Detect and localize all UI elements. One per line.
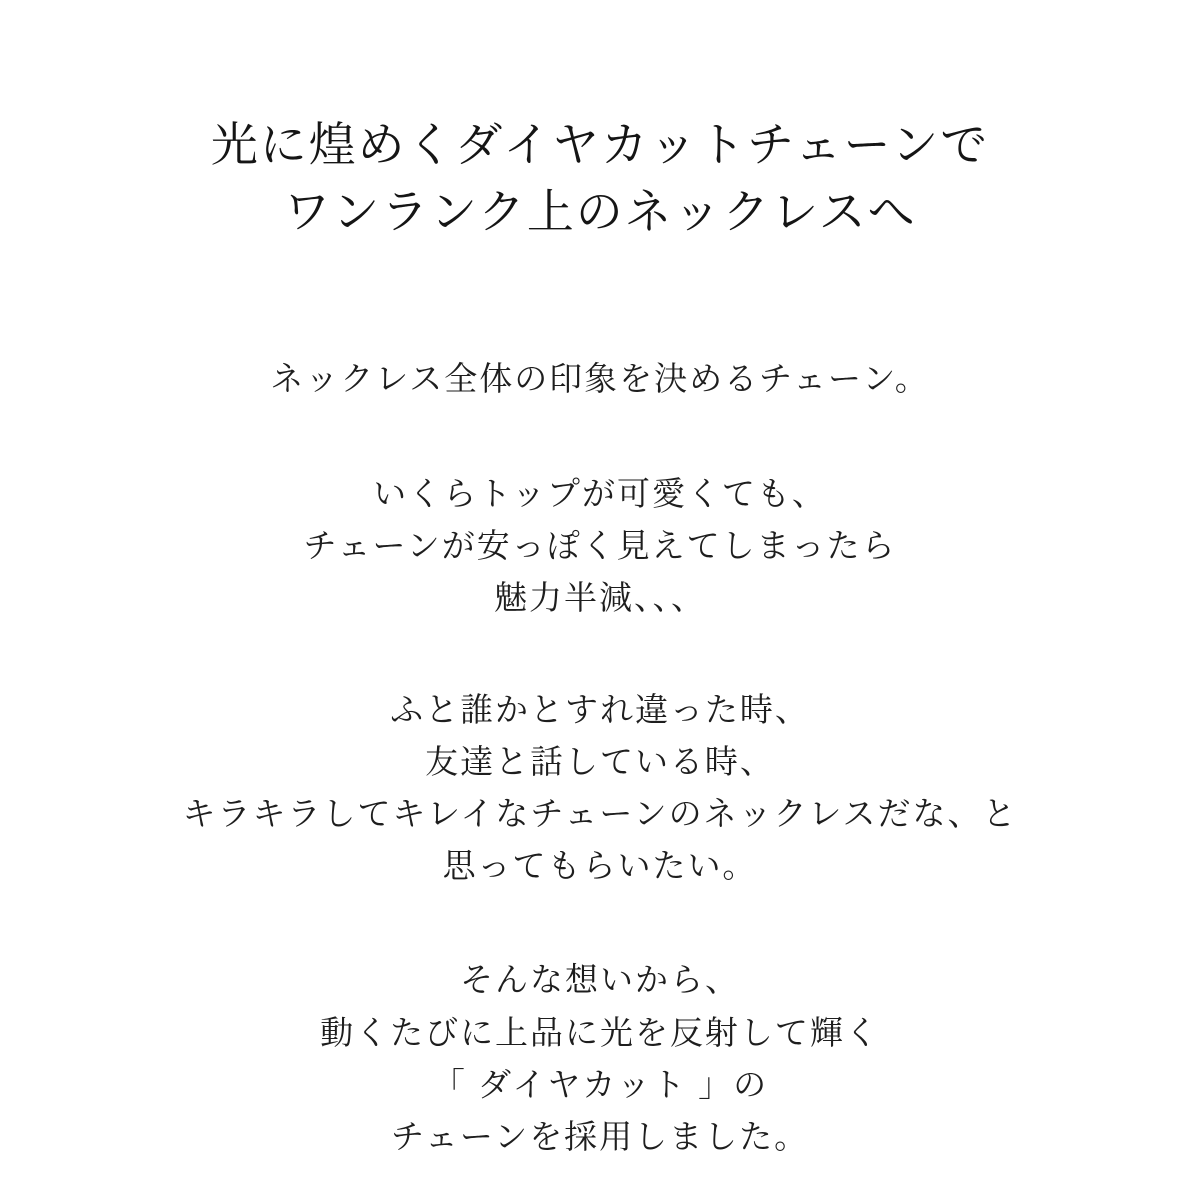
page-title-line-2: ワンランク上のネックレスへ xyxy=(283,184,917,238)
paragraph-lead xyxy=(0,353,1200,405)
paragraph-solution xyxy=(0,954,1200,1163)
paragraph-line: キラキラしてキレイなチェーンのネックレスだな、と xyxy=(182,795,1018,833)
paragraph-line: チェーンが安っぽく見えてしまったら xyxy=(303,526,897,564)
paragraph-line: 「 ダイヤカット 」の xyxy=(431,1065,769,1103)
body-copy xyxy=(0,353,1200,1163)
paragraph-line: ネックレス全体の印象を決めるチェーン。 xyxy=(270,360,930,398)
paragraph-line: 思ってもらいたい。 xyxy=(442,847,758,885)
paragraph-line: 魅力半減、、、 xyxy=(494,578,706,616)
paragraph-line: 動くたびに上品に光を反射して輝く xyxy=(320,1013,880,1051)
paragraph-scene xyxy=(0,684,1200,893)
paragraph-line: チェーンを採用しました。 xyxy=(390,1117,810,1155)
paragraph-line: いくらトップが可愛くても、 xyxy=(373,474,827,512)
paragraph-problem xyxy=(0,468,1200,624)
paragraph-line: そんな想いから、 xyxy=(460,961,740,999)
page-title xyxy=(211,112,989,245)
paragraph-line: ふと誰かとすれ違った時、 xyxy=(390,690,810,728)
paragraph-line: 友達と話している時、 xyxy=(425,743,775,781)
page-title-line-1: 光に煌めくダイヤカットチェーンで xyxy=(210,118,990,171)
